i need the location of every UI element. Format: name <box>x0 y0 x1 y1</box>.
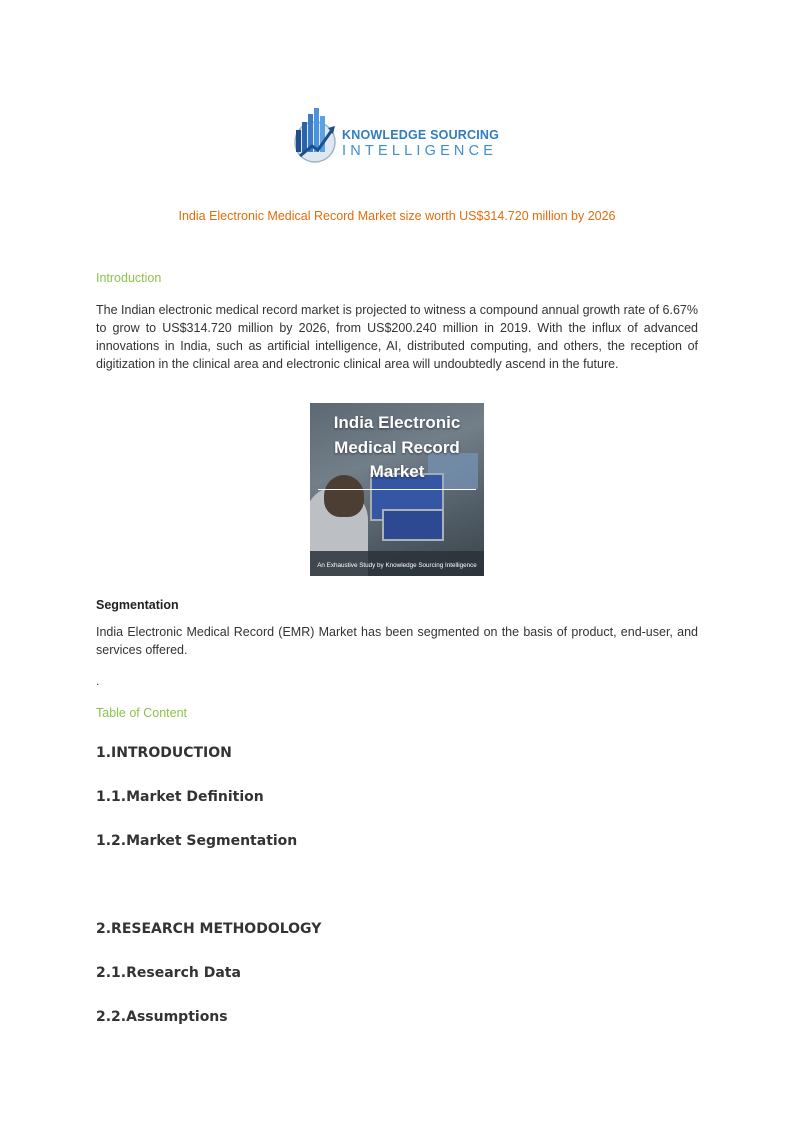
hero-title-line1: India Electronic <box>333 413 461 432</box>
toc-item-research-methodology: 2.RESEARCH METHODOLOGY <box>96 921 322 937</box>
toc-item-introduction: 1.INTRODUCTION <box>96 745 232 761</box>
hero-caption: An Exhaustive Study by Knowledge Sourcing Intelligence <box>317 562 477 569</box>
hero-title-line2: Medical Record <box>334 437 460 457</box>
logo-text-line1: KNOWLEDGE SOURCING <box>342 128 500 142</box>
segmentation-paragraph: India Electronic Medical Record (EMR) Market has been segmented on the basis of product, end-user, and services offered. <box>96 625 698 657</box>
separator-dot: . <box>96 674 100 688</box>
logo-icon <box>290 104 342 166</box>
hero-title <box>310 411 484 485</box>
toc-item-assumptions: 2.2.Assumptions <box>96 1009 228 1025</box>
document-title: India Electronic Medical Record Market size worth US$314.720 million by 2026 <box>178 209 616 223</box>
toc-item-market-segmentation: 1.2.Market Segmentation <box>96 833 298 849</box>
company-logo <box>290 104 510 168</box>
toc-item-market-definition: 1.1.Market Definition <box>96 789 264 805</box>
toc-item-research-data: 2.1.Research Data <box>96 965 241 981</box>
logo-text-line2: INTELLIGENCE <box>342 143 498 159</box>
segmentation-heading: Segmentation <box>96 598 179 612</box>
toc-heading: Table of Content <box>96 706 188 720</box>
hero-title-line3: Market <box>369 462 425 481</box>
introduction-heading: Introduction <box>96 271 162 285</box>
hero-image <box>310 403 484 576</box>
hero-divider <box>318 489 476 490</box>
introduction-paragraph: The Indian electronic medical record market is projected to witness a compound annual growth rate of 6.67% to grow to US$314.720 million by 2026, from US$200.240 million in 2019. With the influx of advanced innovations in India, such as artificial intelligence, AI, distributed computing, and others, the reception of digitization in the clinical area and electronic clinical area will undoubtedly ascend in the future. <box>96 303 698 371</box>
